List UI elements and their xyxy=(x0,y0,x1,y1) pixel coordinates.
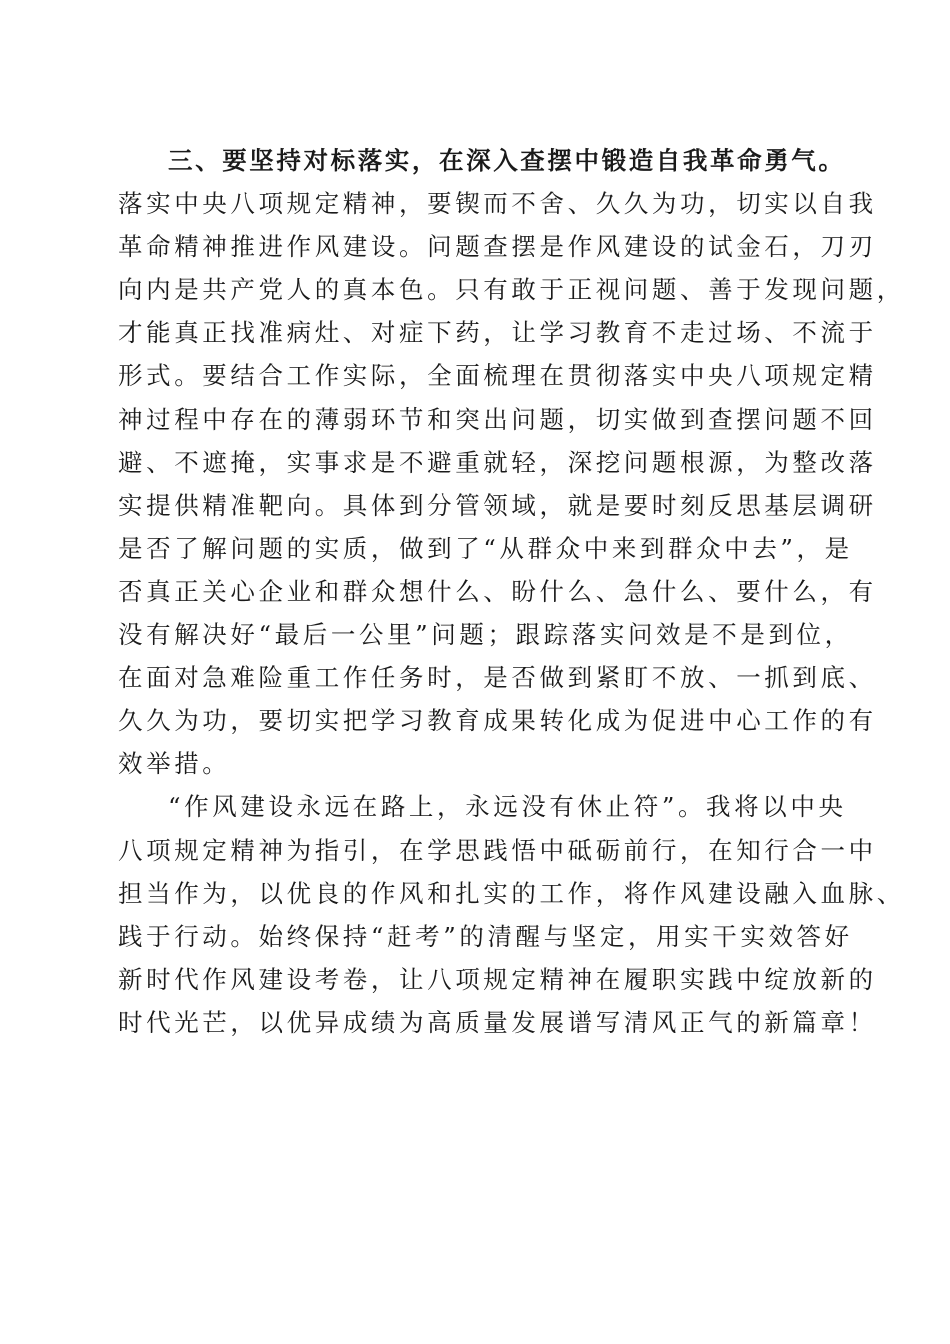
text-line: 八项规定精神为指引，在学思践悟中砥砺前行，在知行合一中 xyxy=(118,835,877,865)
text-line: 实提供精准靶向。具体到分管领域，就是要时刻反思基层调研 xyxy=(118,490,877,520)
text-line: 担当作为，以优良的作风和扎实的工作，将作风建设融入血脉、 xyxy=(118,878,905,908)
text-line: 效举措。 xyxy=(118,749,231,779)
text-line: 才能真正找准病灶、对症下药，让学习教育不走过场、不流于 xyxy=(118,318,877,348)
text-line: 否真正关心企业和群众想什么、盼什么、急什么、要什么，有 xyxy=(118,576,877,606)
text-line: 落实中央八项规定精神，要锲而不舍、久久为功，切实以自我 xyxy=(118,189,877,219)
text-line: “作风建设永远在路上，永远没有休止符”。我将以中央 xyxy=(168,792,847,822)
document-body xyxy=(118,139,905,1044)
paragraph-1 xyxy=(118,182,905,785)
text-line: 向内是共产党人的真本色。只有敢于正视问题、善于发现问题， xyxy=(118,275,905,305)
text-line: 新时代作风建设考卷，让八项规定精神在履职实践中绽放新的 xyxy=(118,964,877,994)
text-line: 没有解决好“最后一公里”问题；跟踪落实问效是不是到位， xyxy=(118,620,853,650)
paragraph-2 xyxy=(118,785,905,1044)
text-line: 形式。要结合工作实际，全面梳理在贯彻落实中央八项规定精 xyxy=(118,361,877,391)
text-line: 久久为功，要切实把学习教育成果转化成为促进中心工作的有 xyxy=(118,706,877,736)
section-heading: 三、要坚持对标落实，在深入查摆中锻造自我革命勇气。 xyxy=(168,146,846,175)
text-line: 在面对急难险重工作任务时，是否做到紧盯不放、一抓到底、 xyxy=(118,663,877,693)
text-line: 是否了解问题的实质，做到了“从群众中来到群众中去”，是 xyxy=(118,533,853,563)
text-line: 避、不遮掩，实事求是不避重就轻，深挖问题根源，为整改落 xyxy=(118,447,877,477)
text-line: 革命精神推进作风建设。问题查摆是作风建设的试金石，刀刃 xyxy=(118,232,877,262)
text-line: 神过程中存在的薄弱环节和突出问题，切实做到查摆问题不回 xyxy=(118,404,877,434)
text-line: 时代光芒，以优异成绩为高质量发展谱写清风正气的新篇章！ xyxy=(118,1007,877,1037)
text-line: 践于行动。始终保持“赶考”的清醒与坚定，用实干实效答好 xyxy=(118,921,853,951)
